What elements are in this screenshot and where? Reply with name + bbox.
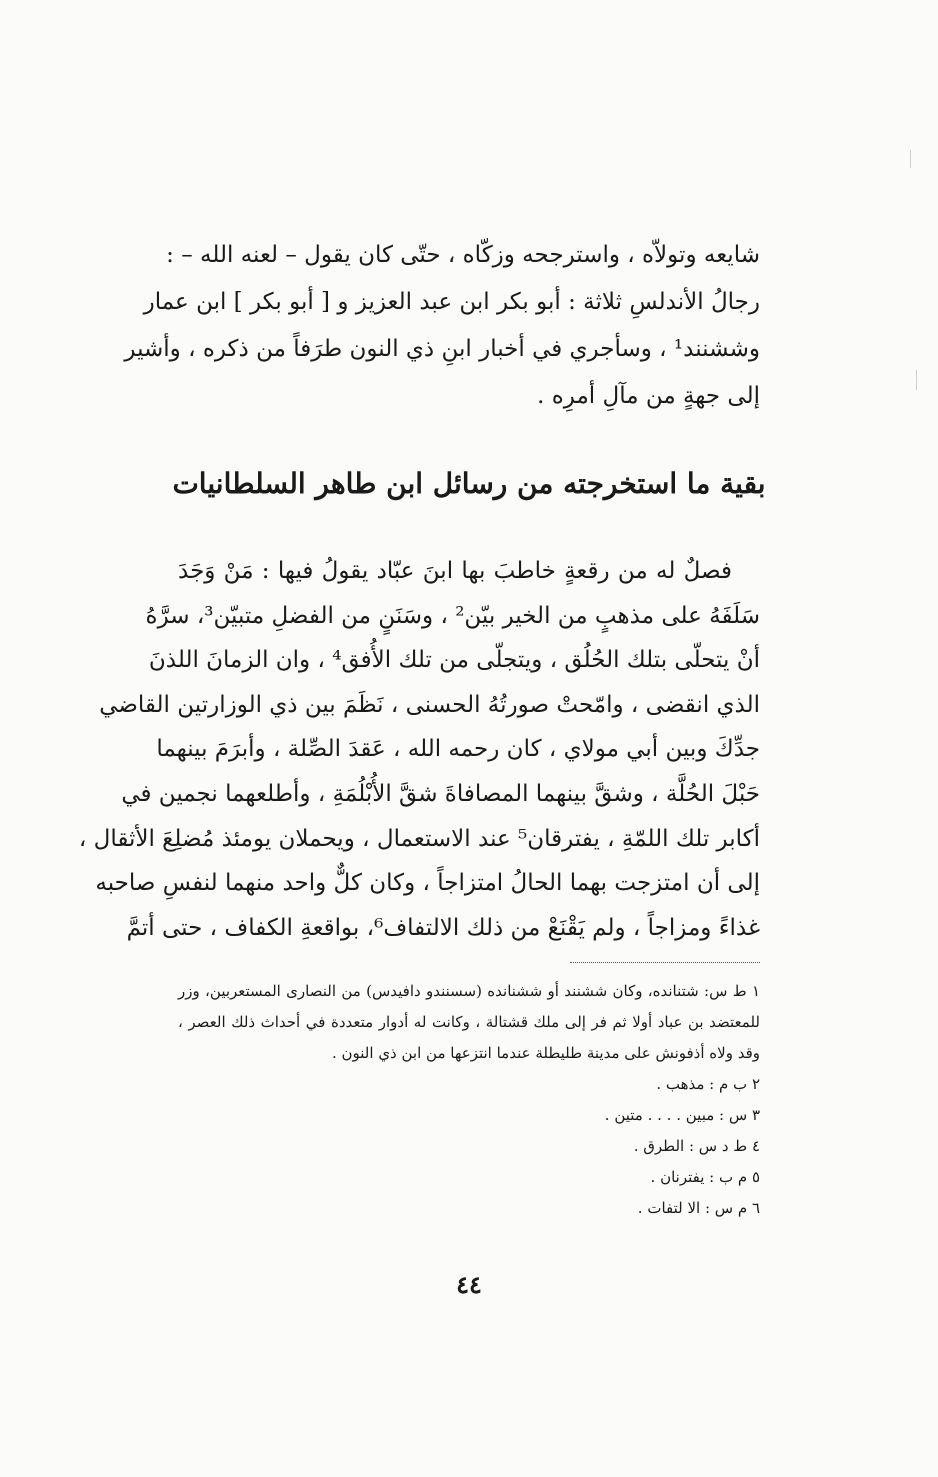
text-line: أكابر تلك اللمّةِ ، يفترقان⁵ عند الاستعمال ، ويحملان يومئذ مُضلِعَ الأثقال ،	[78, 825, 760, 852]
scan-mark	[910, 150, 911, 168]
footnote: للمعتضد بن عباد أولا ثم فر إلى ملك قشتالة ، وكانت له أدوار متعددة في أحداث ذلك العصر ،	[178, 1013, 760, 1031]
footnote: وقد ولاه أذفونش على مدينة طليطلة عندما انتزعها من ابن ذي النون .	[331, 1044, 760, 1062]
scan-mark	[916, 370, 917, 390]
footnote: ٥ م ب : يفترنان .	[650, 1168, 760, 1186]
body-paragraph	[78, 549, 760, 950]
footnote: ١ ط س: شتنانده، وكان ششنند أو ششنانده (سسنندو دافيدس) من النصارى المستعربين، وزر	[178, 982, 760, 1000]
text-line: وششنند¹ ، وسأجري في أخبار ابنِ ذي النون طرَفاً من ذكره ، وأشير	[124, 336, 760, 362]
footnote: ٦ م س : الا لتفات .	[637, 1199, 760, 1217]
text-line: إلى جهةٍ من مآلِ أمرِه .	[537, 383, 760, 409]
footnote: ٢ ب م : مذهب .	[656, 1075, 760, 1093]
text-line: غذاءً ومزاجاً ، ولم يَقْنَعْ من ذلك الالتفاف⁶، بواقعةِ الكفاف ، حتى أتمَّ	[126, 914, 760, 941]
text-line: أنْ يتحلّى بتلك الحُلُق ، ويتجلّى من تلك الأُفق⁴ ، وان الزمانَ اللذنَ	[148, 647, 760, 674]
text-line: الذي انقضى ، وامّحتْ صورتُهُ الحسنى ، نَظَمَ بين ذي الوزارتين القاضي	[99, 691, 760, 718]
page-number: ٤٤	[456, 1270, 482, 1299]
text-line: فصلٌ له من رقعةٍ خاطبَ بها ابنَ عبّاد يقولُ فيها : مَنْ وَجَدَ	[178, 558, 732, 584]
intro-paragraph	[124, 232, 760, 420]
footnote-separator	[570, 962, 760, 963]
section-heading: بقية ما استخرجته من رسائل ابن طاهر السلطانيات	[172, 467, 766, 500]
text-line: سَلَفَهُ على مذهبٍ من الخير بيّن² ، وسَنَنٍ من الفضلِ متبيّن³، سرَّهُ	[145, 602, 760, 629]
footnote: ٣ س : مبين . . . . متين .	[604, 1106, 760, 1124]
text-line: حَبْلَ الحُلَّة ، وشقَّ بينهما المصافاةَ شقَّ الأُبْلُمَةِ ، وأطلعهما نجمين في	[121, 780, 760, 807]
text-line: رجالُ الأندلسِ ثلاثة : أبو بكر ابن عبد العزيز و [ أبو بكر ] ابن عمار	[143, 289, 760, 315]
text-line: شايعه وتولاّه ، واسترجحه وزكّاه ، حتّى كان يقول – لعنه الله – :	[166, 242, 760, 268]
text-line: إلى أن امتزجت بهما الحالُ امتزاجاً ، وكان كلٌّ واحد منهما لنفسِ صاحبه	[95, 870, 760, 897]
footnotes	[178, 976, 760, 1224]
footnote: ٤ ط د س : الطرق .	[633, 1137, 760, 1155]
text-line: جدِّكَ وبين أبي مولاي ، كان رحمه الله ، عَقدَ الصِّلة ، وأبرَمَ بينهما	[156, 736, 760, 763]
